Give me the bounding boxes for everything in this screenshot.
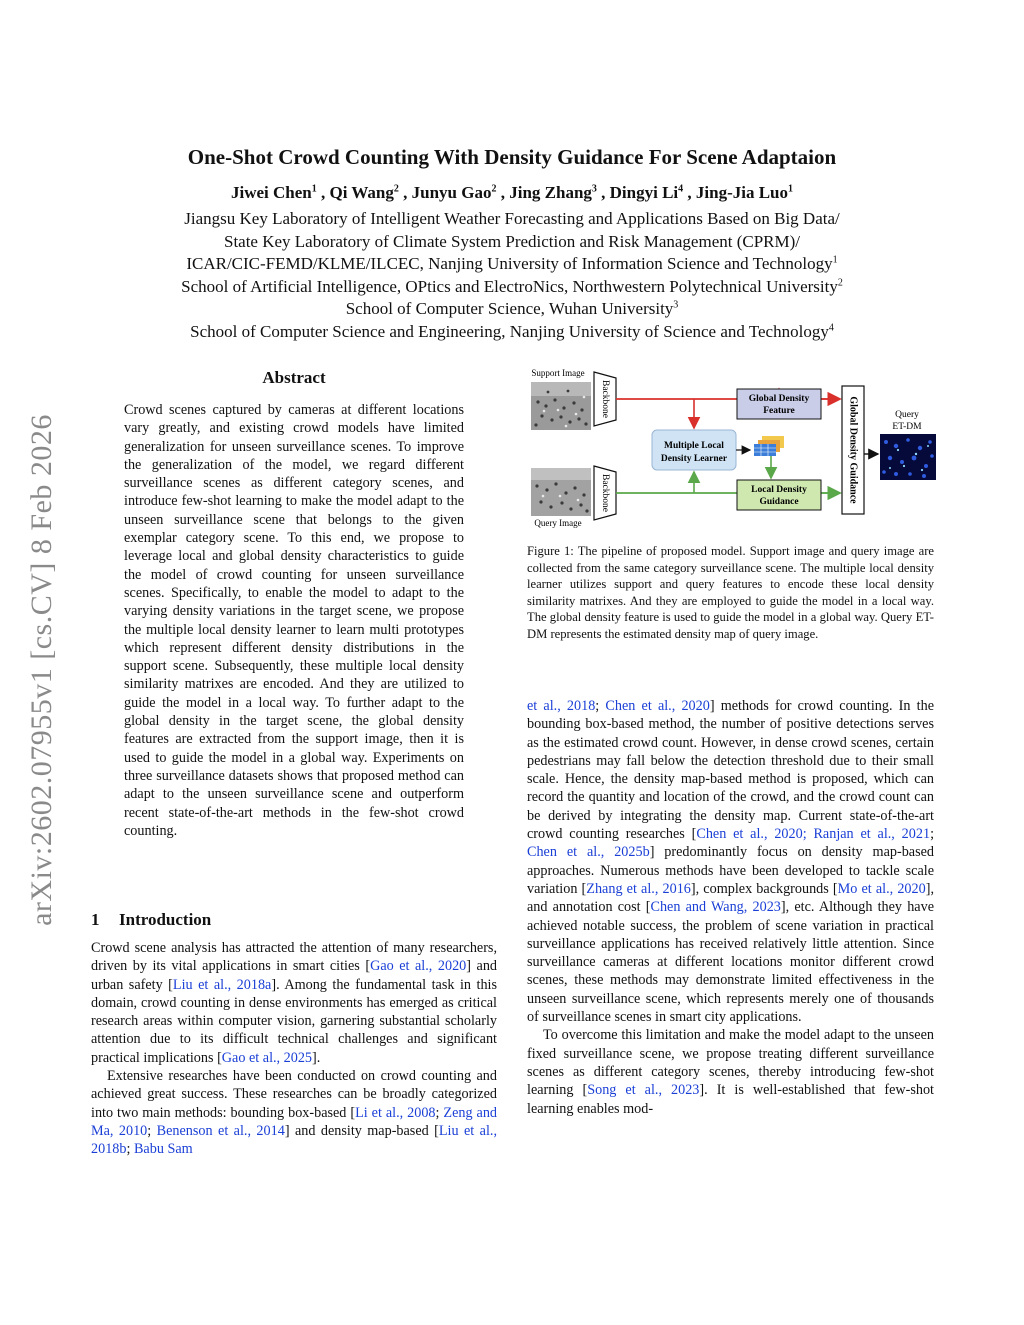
multiple-local-density-learner-box	[652, 430, 736, 470]
citation-link[interactable]: Benenson et al., 2014	[156, 1122, 285, 1139]
abstract-text: Crowd scenes captured by cameras at different locations vary greatly, and existing crowd models have limited generalization for unseen surveillance scenes. To improve the generalization of the model, we regard different surveillance scenes as different category scenes, and introduce few-shot learning to make the model adapt to the unseen surveillance scene that belongs to the given exemplar category scene. To this end, we propose to leverage local and global density characteristics to guide the model of crowd counting for unseen surveillance scenes. Specifically, to enable the model to adapt to the varying density variations in the target scene, we propose the multiple local density learner to learn multi prototypes which represent different density distributions in the support scene. Subsequently, these multiple local density similarity matrixes are encoded. And they are utilized to guide the model in a local way. To further adapt to the global density in the target scene, the global density features are extracted from the support image, then it is used to guide the model in a global way. Experiments on three surveillance datasets shows that proposed method can adapt to the unseen surveillance scene and outperform recent state-of-the-art methods in the few-shot crowd counting.	[124, 402, 464, 839]
backbone-label: Backbone	[599, 380, 610, 418]
citation-link[interactable]: Chen and Wang, 2023	[650, 899, 781, 916]
figure-caption	[527, 543, 934, 643]
estimated-density-map	[880, 434, 936, 480]
citation-link[interactable]: Babu Sam	[133, 1141, 193, 1158]
author-affiliation-mark: 1	[788, 183, 794, 195]
author-affiliation-mark: 4	[678, 183, 684, 195]
section-heading-introduction	[91, 910, 211, 930]
abstract-heading: Abstract	[262, 368, 326, 387]
pipeline-figure	[524, 362, 938, 532]
author-name: Jiwei Chen	[230, 183, 312, 202]
arxiv-stamp-text: arXiv:2602.07955v1 [cs.CV] 8 Feb 2026	[25, 414, 58, 926]
citation-link[interactable]: Gao et al., 2020	[370, 958, 467, 975]
author-name: Dingyi Li	[609, 183, 679, 202]
query-backbone	[594, 466, 616, 520]
intro-paragraph-2: Extensive researches have been conducted on crowd counting and achieved great success. These researches can be broadly categorized into two main methods: bounding box-based [Li et al., 2008; Zeng and Ma, 2010; Benenson et al., 2014] and density map-based [Liu et al., 2018b; Babu Sam	[91, 1068, 498, 1158]
citation-link[interactable]: Chen et al., 2020; Ranjan et al., 2021	[696, 826, 931, 843]
author-affiliation-mark: 3	[591, 183, 597, 195]
svg-text:Density Learner: Density Learner	[660, 454, 728, 464]
author-affiliation-mark: 1	[311, 183, 317, 195]
query-image	[531, 468, 591, 516]
author-name: Jing-Jia Luo	[695, 183, 789, 202]
citation-link[interactable]: Liu et al., 2018a	[172, 976, 272, 993]
global-density-guidance-box	[842, 386, 864, 514]
backbone-label: Backbone	[599, 474, 610, 512]
citation-link[interactable]: Zeng and Ma, 2010	[91, 1104, 498, 1139]
left-column-body	[91, 939, 497, 1159]
section-title: Introduction	[119, 910, 212, 929]
svg-text:Local Density: Local Density	[751, 485, 807, 495]
pipeline-diagram	[524, 362, 938, 532]
citation-link[interactable]: Song et al., 2023	[587, 1082, 700, 1099]
paper-title: One-Shot Crowd Counting With Density Guidance For Scene Adaptaion	[187, 145, 837, 169]
svg-text:Feature: Feature	[763, 406, 795, 416]
global-density-feature-box	[737, 389, 821, 419]
support-image	[531, 382, 591, 430]
support-backbone	[594, 372, 616, 426]
affiliation-line: State Key Laboratory of Climate System Prediction and Risk Management (CPRM)/	[223, 231, 801, 251]
similarity-matrix-icon	[754, 436, 784, 456]
citation-link[interactable]: Chen et al., 2025b	[527, 844, 650, 861]
section-number: 1	[91, 910, 100, 929]
abstract-body	[124, 401, 464, 840]
svg-text:ET-DM: ET-DM	[892, 422, 922, 432]
author-list: Jiwei Chen$^1$ , Qi Wang$^2$ , Junyu Gao$^2$ , Jing Zhang$^3$ , Dingyi Li$^4$ , Jing-Jia Luo$^1$	[230, 183, 794, 202]
citation-link[interactable]: Liu et al., 2018b	[91, 1122, 497, 1158]
affiliation-line: Jiangsu Key Laboratory of Intelligent Weather Forecasting and Applications Based on Big Data/	[184, 209, 840, 228]
author-affiliation-mark: 2	[491, 183, 497, 195]
author-name: Junyu Gao	[411, 183, 492, 202]
author-name: Qi Wang	[329, 183, 394, 202]
affiliation-line: ICAR/CIC-FEMD/KLME/ILCEC, Nanjing University of Information Science and Technology$^1$	[186, 254, 838, 274]
affiliation-line: School of Artificial Intelligence, OPtics and ElectroNics, Northwestern Polytechnical University$^2$	[181, 276, 843, 296]
svg-text:Global Density Guidance: Global Density Guidance	[847, 396, 859, 504]
citation-link[interactable]: et al., 2018	[527, 698, 596, 714]
intro-paragraph-4: To overcome this limitation and make the model adapt to the unseen fixed surveillance scene, we propose treating different surveillance scenes as different category scenes, thereby introducing few-shot learning [Song et al., 2023]. It is well-established that few-shot learning enables mod-	[527, 1027, 934, 1117]
citation-link[interactable]: Mo et al., 2020	[837, 880, 926, 897]
author-affiliation-mark: 2	[393, 183, 399, 195]
citation-link[interactable]: Li et al., 2008	[355, 1104, 436, 1121]
arxiv-stamp	[12, 380, 72, 960]
citation-link[interactable]: Gao et al., 2025	[221, 1049, 313, 1066]
svg-text:Guidance: Guidance	[759, 497, 799, 507]
affiliation-line: School of Computer Science and Engineering, Nanjing University of Science and Technology$^4$	[190, 321, 834, 341]
support-image-label: Support Image	[531, 368, 585, 378]
svg-text:Global Density: Global Density	[748, 394, 810, 404]
affiliations	[0, 208, 1024, 344]
right-column-body	[527, 697, 934, 1118]
figure-caption-text: Figure 1: The pipeline of proposed model. Support image and query image are collected from the same category surveillance scene. The multiple local density learner utilizes support and query features to encode these local density similarity matrixes. And they are employed to guide the model in a local way. The global density feature is used to guide the model in a global way. Query ET-DM represents the estimated density map of query image.	[527, 544, 934, 641]
svg-text:Multiple Local: Multiple Local	[664, 441, 724, 451]
affiliation-line: School of Computer Science, Wuhan University$^3$	[345, 299, 679, 319]
query-image-label: Query Image	[534, 518, 582, 528]
local-density-guidance-box	[737, 480, 821, 510]
intro-paragraph-3: et al., 2018; Chen et al., 2020] methods for crowd counting. In the bounding box-based method, the number of positive detections serves as the estimated crowd count. However, in dense crowd scenes, certain pedestrians may fall below the detection threshold due to their small scale. Hence, the density map-based method is proposed, which can record the quantity and location of the crowd, and the crowd count can be derived by integrating the density map. Current state-of-the-art crowd counting researches [Chen et al., 2020; Ranjan et al., 2021; Chen et al., 2025b] predominantly focus on density map-based approaches. Numerous methods have been developed to tackle scale variation [Zhang et al., 2016], complex backgrounds [Mo et al., 2020], and annotation cost [Chen and Wang, 2023], etc. Although they have achieved notable success, the problem of scene variation in practical surveillance applications has received relatively little attention. Since surveillance cameras at different locations monitor different crowd scenes, these methods may demonstrate limited effectiveness in the unseen surveillance scene, which represents merely one of thousands of surveillance scenes in smart city applications.	[527, 698, 935, 1026]
citation-link[interactable]: Chen et al., 2020	[605, 698, 710, 714]
intro-paragraph-1: Crowd scene analysis has attracted the attention of many researchers, driven by its vital applications in smart cities [Gao et al., 2020] and urban safety [Liu et al., 2018a]. Among the fundamental task in this domain, crowd counting in dense environments has emerged as critical research areas within computer vision, garnering substantial scholarly attention due to its difficult technical challenges and significant practical implications [Gao et al., 2025].	[91, 940, 498, 1066]
citation-link[interactable]: Zhang et al., 2016	[586, 880, 691, 897]
author-name: Jing Zhang	[509, 183, 592, 202]
svg-text:Query: Query	[895, 410, 919, 420]
